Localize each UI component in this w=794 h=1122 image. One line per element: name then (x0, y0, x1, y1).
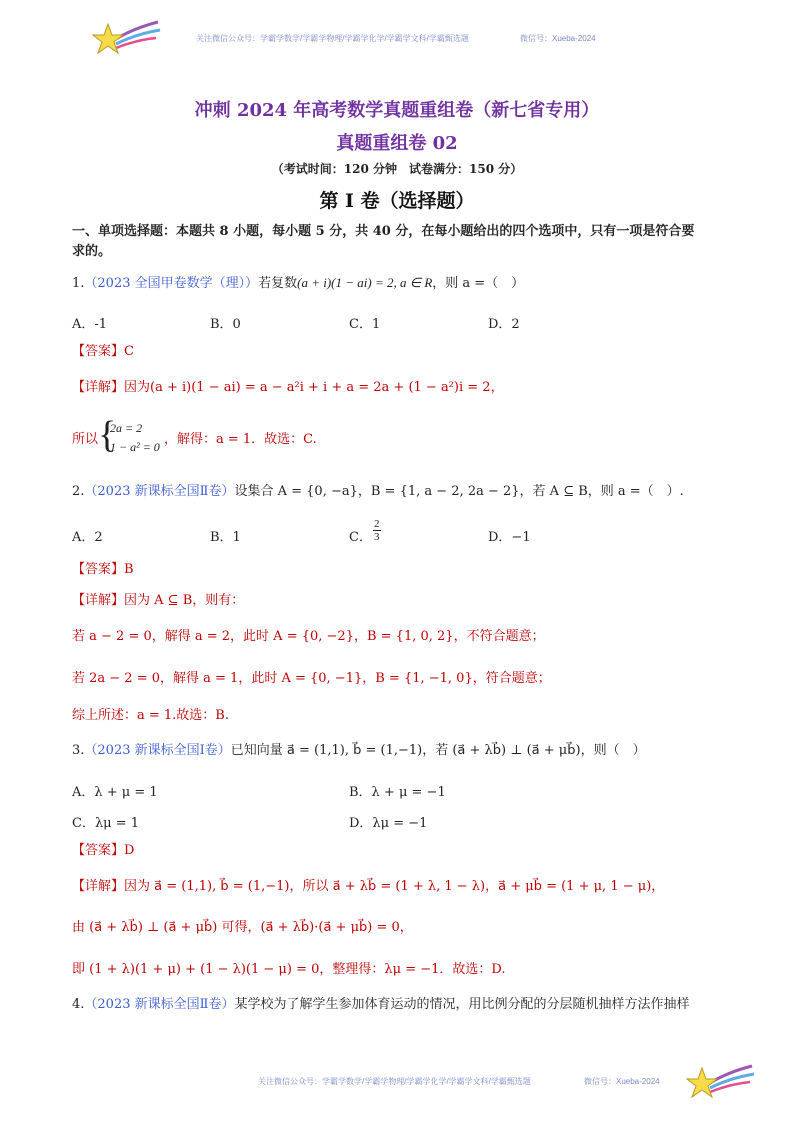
option-a: A．2 (72, 530, 103, 545)
question-2 (72, 484, 684, 500)
question-source: （2023 新课标全国Ⅰ卷） (84, 743, 231, 758)
detail-3-line3: 即 (1 + λ)(1 + μ) + (1 − λ)(1 − μ) = 0，整理得：λμ = −1．故选：D. (72, 962, 506, 977)
question-source: （2023 全国甲卷数学（理）） (84, 276, 259, 291)
detail-1-line2: ，解得：a = 1．故选：C. (164, 432, 317, 447)
question-number: 2. (72, 484, 85, 499)
detail-label: 【详解】 (72, 879, 125, 894)
detail-3 (72, 879, 664, 895)
detail-text: 因为 a⃗ = (1,1), b⃗ = (1,−1)，所以 a⃗ + λb⃗ = (1 + λ, 1 − λ)，a⃗ + μb⃗ = (1 + μ, 1 − μ)， (124, 879, 665, 894)
question-stem: 某学校为了解学生参加体育运动的情况，用比例分配的分层随机抽样方法作抽样 (234, 997, 690, 1012)
page-title: 冲刺 2024 年高考数学真题重组卷（新七省专用） (194, 100, 600, 121)
question-3 (72, 743, 646, 759)
answer-value: D (124, 843, 135, 858)
option-a: A．λ + μ = 1 (72, 785, 158, 800)
fraction-denominator: 3 (374, 531, 380, 544)
question-number: 4. (72, 997, 85, 1012)
equation-2: 1 − a² = 0 (110, 439, 160, 454)
equation-1: 2a = 2 (110, 421, 143, 435)
answer-label: 【答案】 (72, 562, 125, 577)
question-1 (72, 275, 524, 292)
detail-2-line2: 若 a − 2 = 0，解得 a = 2，此时 A = {0, −2}，B = {1, 0, 2}，不符合题意； (72, 629, 545, 644)
footer-text: 关注微信公众号：学霸学数学/学霸学物理/学霸学化学/学霸学文科/学霸甄选题 (258, 1077, 531, 1086)
detail-2 (72, 593, 244, 609)
question-expr: (a + i)(1 − ai) = 2, a ∈ R (297, 275, 433, 290)
option-c: C．λμ = 1 (72, 816, 140, 831)
option-b: B．λ + μ = −1 (349, 785, 446, 800)
detail-label: 【详解】 (72, 593, 125, 608)
section-instruction: 一、单项选择题：本题共 8 小题，每小题 5 分，共 40 分，在每小题给出的四个选项中，只有一项是符合要 (72, 224, 695, 239)
option-c: C．1 (349, 317, 381, 332)
detail-1 (72, 380, 504, 396)
question-4 (72, 997, 689, 1013)
answer-label: 【答案】 (72, 344, 125, 359)
detail-label: 【详解】 (72, 380, 125, 395)
question-source: （2023 新课标全国Ⅱ卷） (84, 484, 235, 499)
detail-text: 因为(a + i)(1 − ai) = a − a²i + i + a = 2a + (1 − a²)i = 2， (124, 380, 504, 395)
header-wechat: 微信号：Xueba-2024 (520, 34, 596, 43)
question-number: 3. (72, 743, 85, 758)
answer-1 (72, 344, 134, 360)
exam-info: （考试时间：120 分钟 试卷满分：150 分） (271, 162, 523, 176)
option-b: B．1 (210, 530, 241, 545)
brace: { (98, 414, 117, 456)
option-c: C． (349, 530, 372, 545)
answer-2 (72, 562, 134, 578)
question-ask: ，则 a =（ ） (432, 276, 525, 291)
star-logo-icon (92, 14, 162, 58)
answer-value: C (124, 344, 134, 359)
answer-3 (72, 843, 134, 859)
answer-value: B (124, 562, 134, 577)
detail-1-line2-prefix: 所以 (72, 432, 99, 447)
footer-wechat: 微信号：Xueba-2024 (584, 1077, 660, 1086)
question-stem: 已知向量 a⃗ = (1,1), b⃗ = (1,−1)，若 (a⃗ + λb⃗) ⊥ (a⃗ + μb⃗)，则（ ） (230, 743, 646, 758)
option-a: A．-1 (72, 317, 108, 332)
question-stem: 设集合 A = {0, −a}，B = {1, a − 2, 2a − 2}，若 A ⊆ B，则 a =（ ）. (234, 484, 684, 499)
detail-2-line3: 若 2a − 2 = 0，解得 a = 1，此时 A = {0, −1}，B = {1, −1, 0}，符合题意； (72, 671, 551, 686)
option-d: D．2 (488, 317, 520, 332)
star-logo-icon (686, 1058, 756, 1102)
option-d: D．λμ = −1 (349, 816, 428, 831)
page-subtitle: 真题重组卷 02 (336, 133, 458, 154)
question-source: （2023 新课标全国Ⅱ卷） (84, 997, 235, 1012)
fraction (373, 518, 381, 543)
answer-label: 【答案】 (72, 843, 125, 858)
fraction-numerator: 2 (374, 518, 380, 530)
detail-3-line2: 由 (a⃗ + λb⃗) ⊥ (a⃗ + μb⃗) 可得，(a⃗ + λb⃗)·(a⃗ + μb⃗) = 0， (72, 920, 413, 935)
section-heading: 第 I 卷（选择题） (319, 190, 475, 212)
detail-text: 因为 A ⊆ B，则有： (124, 593, 245, 608)
section-instruction-cont: 求的。 (72, 244, 112, 259)
equation-system (110, 419, 160, 456)
header-text: 关注微信公众号：学霸学数学/学霸学物理/学霸学化学/学霸学文科/学霸甄选题 (196, 34, 469, 43)
option-d: D．−1 (488, 530, 531, 545)
detail-2-line4: 综上所述：a = 1.故选：B. (72, 708, 229, 723)
question-stem: 若复数 (258, 276, 298, 291)
question-number: 1. (72, 276, 85, 291)
option-b: B．0 (210, 317, 241, 332)
